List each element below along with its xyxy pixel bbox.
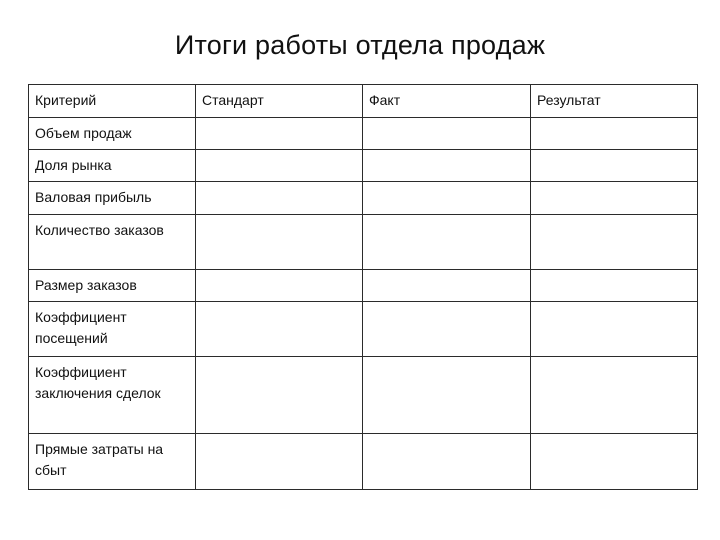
criterion-cell: Коэффициент заключения сделок [29, 357, 196, 434]
criterion-cell: Коэффициент посещений [29, 302, 196, 357]
column-header-standard: Стандарт [196, 85, 363, 118]
column-header-result: Результат [531, 85, 698, 118]
result-cell [531, 182, 698, 215]
column-header-criterion: Критерий [29, 85, 196, 118]
result-cell [531, 215, 698, 270]
standard-cell [196, 302, 363, 357]
fact-cell [363, 182, 531, 215]
table-row [29, 302, 698, 357]
result-cell [531, 118, 698, 150]
result-cell [531, 150, 698, 182]
criterion-cell: Прямые затраты на сбыт [29, 434, 196, 490]
sales-results-table [28, 84, 698, 490]
criterion-cell: Доля рынка [29, 150, 196, 182]
fact-cell [363, 357, 531, 434]
table-header-row [29, 85, 698, 118]
standard-cell [196, 118, 363, 150]
table-row [29, 118, 698, 150]
result-cell [531, 302, 698, 357]
table-row [29, 215, 698, 270]
fact-cell [363, 434, 531, 490]
table-row [29, 150, 698, 182]
fact-cell [363, 302, 531, 357]
standard-cell [196, 357, 363, 434]
standard-cell [196, 150, 363, 182]
table-row [29, 434, 698, 490]
fact-cell [363, 150, 531, 182]
fact-cell [363, 215, 531, 270]
standard-cell [196, 215, 363, 270]
table-row [29, 270, 698, 302]
fact-cell [363, 270, 531, 302]
standard-cell [196, 434, 363, 490]
criterion-cell: Валовая прибыль [29, 182, 196, 215]
page-title: Итоги работы отдела продаж [174, 30, 546, 60]
column-header-fact: Факт [363, 85, 531, 118]
fact-cell [363, 118, 531, 150]
table-row [29, 182, 698, 215]
criterion-cell: Количество заказов [29, 215, 196, 270]
criterion-cell: Объем продаж [29, 118, 196, 150]
standard-cell [196, 182, 363, 215]
criterion-cell: Размер заказов [29, 270, 196, 302]
table-row [29, 357, 698, 434]
result-cell [531, 270, 698, 302]
result-cell [531, 434, 698, 490]
result-cell [531, 357, 698, 434]
standard-cell [196, 270, 363, 302]
